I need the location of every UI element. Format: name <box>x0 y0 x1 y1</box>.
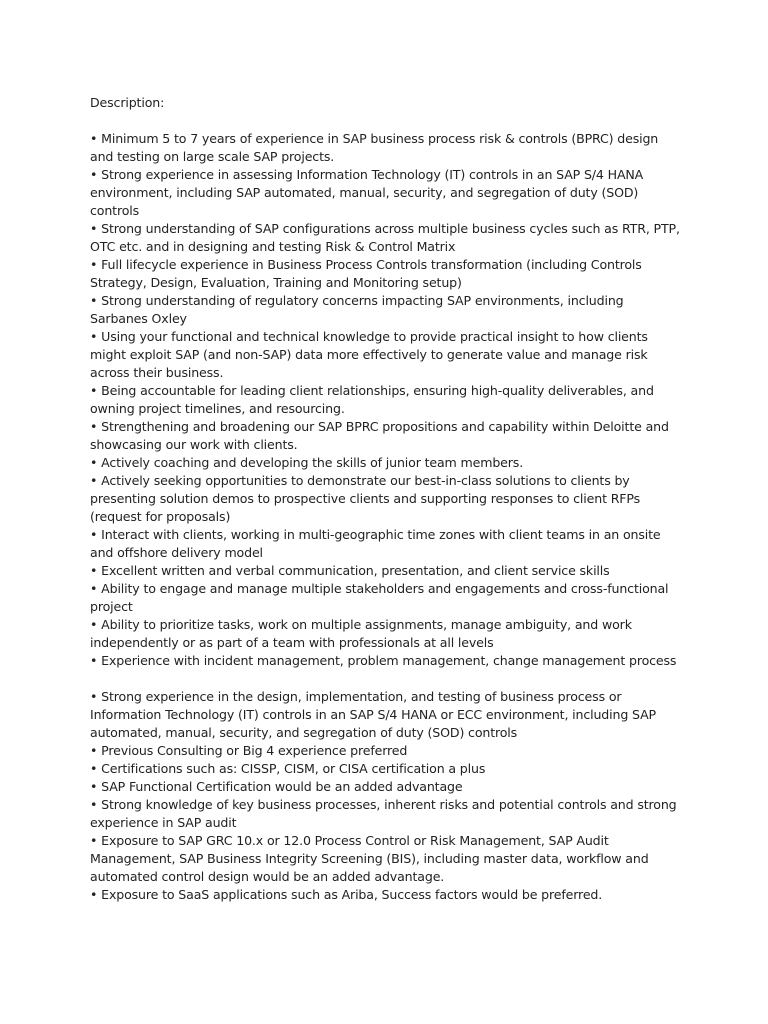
list-item-text: Excellent written and verbal communication, presentation, and client service skills <box>101 563 610 578</box>
list-item-text: Ability to engage and manage multiple stakeholders and engagements and cross-functional project <box>90 581 669 614</box>
list-item <box>90 562 682 580</box>
bullet-glyph: • <box>90 167 98 182</box>
list-item <box>90 652 682 670</box>
bullet-glyph: • <box>90 743 98 758</box>
list-item <box>90 328 682 382</box>
list-item-text: Strong knowledge of key business processes, inherent risks and potential controls and strong experience in SAP audit <box>90 797 677 830</box>
list-item <box>90 472 682 526</box>
list-item-text: Certifications such as: CISSP, CISM, or CISA certification a plus <box>101 761 486 776</box>
list-item <box>90 760 682 778</box>
section-spacer <box>90 670 682 688</box>
bullet-glyph: • <box>90 779 98 794</box>
list-item-text: Exposure to SAP GRC 10.x or 12.0 Process Control or Risk Management, SAP Audit Management, SAP Business Integrity Screening (BIS), including master data, workflow and automated control design would be an added advantage. <box>90 833 649 884</box>
bullet-glyph: • <box>90 293 98 308</box>
bullet-glyph: • <box>90 527 98 542</box>
list-item <box>90 454 682 472</box>
list-item-text: Interact with clients, working in multi-geographic time zones with client teams in an onsite and offshore delivery model <box>90 527 661 560</box>
list-item-text: Ability to prioritize tasks, work on multiple assignments, manage ambiguity, and work independently or as part of a team with professionals at all levels <box>90 617 632 650</box>
list-item <box>90 580 682 616</box>
list-item <box>90 526 682 562</box>
description-heading: Description: <box>90 95 165 110</box>
list-item <box>90 256 682 292</box>
bullet-glyph: • <box>90 887 98 902</box>
list-item-text: SAP Functional Certification would be an added advantage <box>101 779 463 794</box>
list-item-text: Experience with incident management, problem management, change management process <box>101 653 677 668</box>
bullet-glyph: • <box>90 653 98 668</box>
list-item-text: Actively coaching and developing the skills of junior team members. <box>101 455 524 470</box>
list-item-text: Strengthening and broadening our SAP BPRC propositions and capability within Deloitte and showcasing our work with clients. <box>90 419 669 452</box>
list-item <box>90 832 682 886</box>
bullet-glyph: • <box>90 581 98 596</box>
list-item <box>90 796 682 832</box>
bullet-glyph: • <box>90 221 98 236</box>
list-item-text: Being accountable for leading client relationships, ensuring high-quality deliverables, and owning project timelines, and resourcing. <box>90 383 654 416</box>
list-item-text: Exposure to SaaS applications such as Ariba, Success factors would be preferred. <box>101 887 603 902</box>
list-item <box>90 292 682 328</box>
list-item-text: Full lifecycle experience in Business Process Controls transformation (including Controls Strategy, Design, Evaluation, Training and Monitoring setup) <box>90 257 642 290</box>
bullet-glyph: • <box>90 833 98 848</box>
list-item-text: Actively seeking opportunities to demonstrate our best-in-class solutions to clients by presenting solution demos to prospective clients and supporting responses to client RFPs (request for proposals) <box>90 473 641 524</box>
bullet-glyph: • <box>90 455 98 470</box>
list-item <box>90 778 682 796</box>
job-description <box>90 94 682 904</box>
list-item-text: Strong understanding of SAP configurations across multiple business cycles such as RTR, PTP, OTC etc. and in designing and testing Risk & Control Matrix <box>90 221 680 254</box>
list-item-text: Minimum 5 to 7 years of experience in SAP business process risk & controls (BPRC) design and testing on large scale SAP projects. <box>90 131 659 164</box>
bullet-glyph: • <box>90 797 98 812</box>
bullet-glyph: • <box>90 473 98 488</box>
bullet-glyph: • <box>90 131 98 146</box>
bullet-glyph: • <box>90 257 98 272</box>
bullet-glyph: • <box>90 689 98 704</box>
bullet-glyph: • <box>90 383 98 398</box>
list-item-text: Strong experience in assessing Information Technology (IT) controls in an SAP S/4 HANA environment, including SAP automated, manual, security, and segregation of duty (SOD) controls <box>90 167 644 218</box>
list-item <box>90 166 682 220</box>
bullet-glyph: • <box>90 761 98 776</box>
bullet-glyph: • <box>90 563 98 578</box>
list-item <box>90 616 682 652</box>
bullet-glyph: • <box>90 329 98 344</box>
bullet-glyph: • <box>90 617 98 632</box>
list-item <box>90 742 682 760</box>
qualifications-list <box>90 688 682 904</box>
list-item <box>90 130 682 166</box>
bullet-glyph: • <box>90 419 98 434</box>
list-item <box>90 886 682 904</box>
list-item-text: Strong experience in the design, implementation, and testing of business process or Information Technology (IT) controls in an SAP S/4 HANA or ECC environment, including SAP automated, manual, security, and segregation of duty (SOD) controls <box>90 689 656 740</box>
list-item-text: Previous Consulting or Big 4 experience preferred <box>101 743 408 758</box>
requirements-list <box>90 130 682 670</box>
list-item <box>90 220 682 256</box>
list-item-text: Strong understanding of regulatory concerns impacting SAP environments, including Sarbanes Oxley <box>90 293 624 326</box>
list-item <box>90 688 682 742</box>
list-item <box>90 382 682 418</box>
list-item <box>90 418 682 454</box>
list-item-text: Using your functional and technical knowledge to provide practical insight to how clients might exploit SAP (and non-SAP) data more effectively to generate value and manage risk across their business. <box>90 329 648 380</box>
